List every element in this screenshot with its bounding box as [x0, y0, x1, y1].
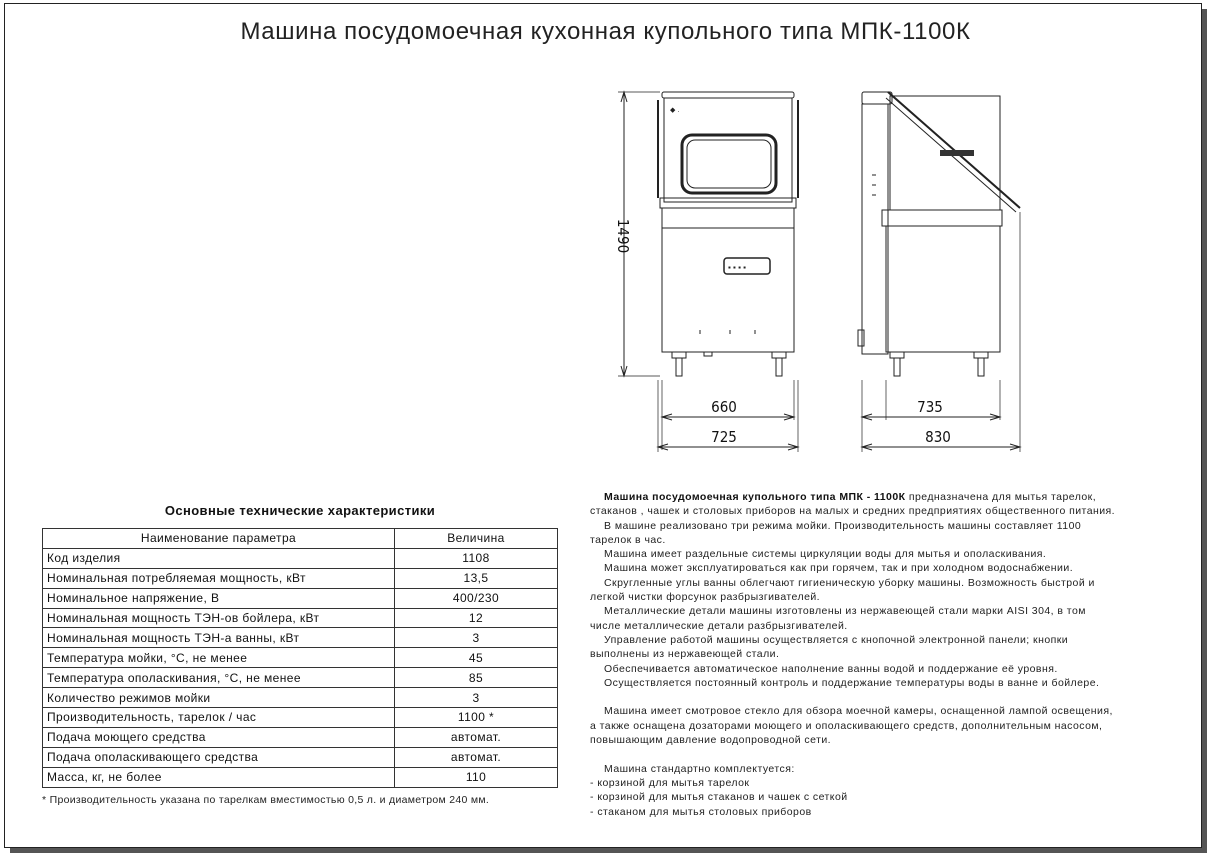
- description-line: выполнены из нержавеющей стали.: [590, 648, 780, 661]
- param-name: Номинальная мощность ТЭН-ов бойлера, кВт: [43, 608, 395, 628]
- table-row: [43, 548, 558, 568]
- description-line: Машина имеет смотровое стекло для обзора моечной камеры, оснащенной лампой освещения,: [604, 705, 1113, 718]
- param-name: Количество режимов мойки: [43, 688, 395, 708]
- param-value: 400/230: [395, 588, 558, 608]
- description-line: повышающим давление водопроводной сети.: [590, 734, 832, 747]
- specs-footnote: * Производительность указана по тарелкам вместимостью 0,5 л. и диаметром 240 мм.: [42, 794, 490, 806]
- description-line: легкой чистки форсунок разбрызгивателей.: [590, 591, 821, 604]
- table-row: [43, 747, 558, 767]
- description-line: стаканов , чашек и столовых приборов на малых и средних предприятиях общественного питания.: [590, 505, 1116, 518]
- table-row: [43, 727, 558, 747]
- param-name: Номинальная мощность ТЭН-а ванны, кВт: [43, 628, 395, 648]
- description-lead: [590, 490, 1190, 504]
- param-value: 85: [395, 668, 558, 688]
- svg-text:◆ .: ◆ .: [670, 107, 680, 114]
- table-row: [43, 628, 558, 648]
- param-value: 3: [395, 628, 558, 648]
- specs-table: [42, 528, 558, 788]
- description-line: Обеспечивается автоматическое наполнение ванны водой и поддержание её уровня.: [604, 662, 1058, 675]
- param-name: Температура ополаскивания, °С, не менее: [43, 668, 395, 688]
- table-row: [43, 588, 558, 608]
- description-list-item: - корзиной для мытья тарелок: [590, 776, 750, 789]
- front-dimensions: [658, 380, 798, 452]
- page-title: Машина посудомоечная кухонная купольного типа МПК-1100К: [240, 18, 971, 45]
- description-line: В машине реализовано три режима мойки. Производительность машины составляет 1100: [604, 519, 1082, 532]
- front-view: [658, 92, 798, 376]
- side-outer-depth-label: 830: [925, 428, 951, 446]
- table-row: [43, 668, 558, 688]
- description-line: Машина имеет раздельные системы циркуляции воды для мытья и ополаскивания.: [604, 548, 1047, 561]
- param-name: Код изделия: [43, 548, 395, 568]
- description-lead-bold: Машина посудомоечная купольного типа МПК - 1100К: [604, 491, 906, 503]
- param-value: 1100 *: [395, 708, 558, 728]
- description-list-item: - корзиной для мытья стаканов и чашек с сеткой: [590, 791, 848, 804]
- description-line: Осуществляется постоянный контроль и поддержание температуры воды в ванне и бойлере.: [604, 676, 1100, 689]
- col-param-header: Наименование параметра: [43, 529, 395, 549]
- paragraph-gap: [590, 690, 1190, 704]
- param-value: 1108: [395, 548, 558, 568]
- paragraph-gap: [590, 747, 1190, 761]
- description-lead-rest: предназначена для мытья тарелок,: [905, 491, 1097, 503]
- description-line: Скругленные углы ванны облегчают гигиеническую уборку машины. Возможность быстрой и: [604, 576, 1095, 589]
- param-name: Номинальная потребляемая мощность, кВт: [43, 568, 395, 588]
- svg-text:▪ ▪ ▪ ▪: ▪ ▪ ▪ ▪: [728, 263, 747, 272]
- param-value: 13,5: [395, 568, 558, 588]
- height-dimension: [614, 92, 660, 376]
- table-row: [43, 708, 558, 728]
- description-line: Машина стандартно комплектуется:: [604, 762, 795, 775]
- param-name: Номинальное напряжение, В: [43, 588, 395, 608]
- description-list-item: - стаканом для мытья столовых приборов: [590, 805, 812, 818]
- table-row: [43, 767, 558, 787]
- param-name: Масса, кг, не более: [43, 767, 395, 787]
- param-value: 12: [395, 608, 558, 628]
- side-view: [858, 92, 1020, 376]
- table-row: [43, 608, 558, 628]
- description-line: тарелок в час.: [590, 533, 666, 546]
- table-row: [43, 688, 558, 708]
- param-name: Подача ополаскивающего средства: [43, 747, 395, 767]
- description-line: а также оснащена дозаторами моющего и ополаскивающего средств, дополнительным насосом,: [590, 719, 1103, 732]
- param-value: автомат.: [395, 727, 558, 747]
- description: [590, 490, 1190, 819]
- table-row: [43, 568, 558, 588]
- col-value-header: Величина: [395, 529, 558, 549]
- description-line: Управление работой машины осуществляется с кнопочной электронной панели; кнопки: [604, 633, 1069, 646]
- side-inner-depth-label: 735: [917, 398, 943, 416]
- param-value: 110: [395, 767, 558, 787]
- param-name: Производительность, тарелок / час: [43, 708, 395, 728]
- technical-drawing: [600, 80, 1040, 460]
- param-value: 3: [395, 688, 558, 708]
- specs-heading: Основные технические характеристики: [164, 503, 436, 518]
- front-inner-width-label: 660: [711, 398, 737, 416]
- table-row: [43, 648, 558, 668]
- description-line: Металлические детали машины изготовлены из нержавеющей стали марки AISI 304, в том: [604, 605, 1086, 618]
- height-label: 1490: [614, 218, 632, 254]
- front-outer-width-label: 725: [711, 428, 737, 446]
- param-name: Подача моющего средства: [43, 727, 395, 747]
- param-name: Температура мойки, °С, не менее: [43, 648, 395, 668]
- specs-header-row: [43, 529, 558, 549]
- param-value: 45: [395, 648, 558, 668]
- description-line: Машина может эксплуатироваться как при горячем, так и при холодном водоснабжении.: [604, 562, 1074, 575]
- param-value: автомат.: [395, 747, 558, 767]
- description-line: числе металлические детали разбрызгивателей.: [590, 619, 848, 632]
